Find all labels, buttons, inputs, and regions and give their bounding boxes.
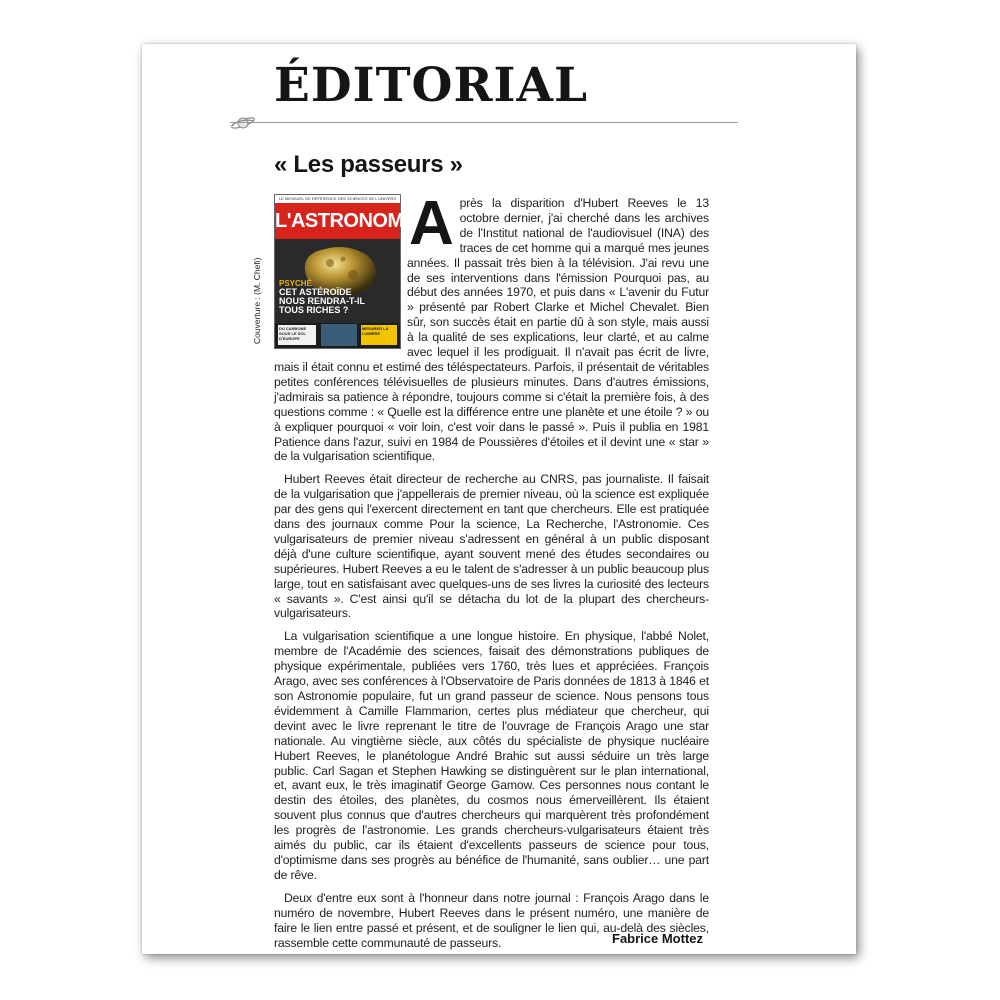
drop-cap: A — [409, 189, 454, 258]
cover-headline: PSYCHÉ CET ASTÉROÏDE NOUS RENDRA-T-IL TOUS RICHES ? — [279, 279, 365, 315]
cover-credit: Couverture : (M. Chefi) — [252, 257, 262, 344]
cover-tagline: LE MENSUEL DE RÉFÉRENCE DES SCIENCES DE L'UNIVERS — [275, 195, 400, 203]
article-paragraph: Après la disparition d'Hubert Reeves le 13 octobre dernier, j'ai cherché dans les archives de l'Institut national de l'audiovisuel (INA) des traces de cet homme qui a marqué mes jeunes années. Il passait très bien à la télévision. J'ai revu une de ses interventions dans l'émission Pourquoi pas, au début des années 1970, et puis dans « L'avenir du Futur » présenté par Robert Clarke et Michel Chevalet. Bien sûr, son succès était en partie dû à son style, mais aussi à la qualité de ses explications, leur clarté, et au calme avec lequel il les prodiguait. Il n'avait pas écrit de livre, mais il était connu et estimé des téléspectateurs. Parfois, il présentait de véritables petites conférences télévisuelles de plusieurs minutes. Dans d'autres émissions, j'admirais sa patience à répondre, toujours comme si c'était la première fois, à des questions comme : « Quelle est la différence entre une planète et une étoile ? » ou à expliquer pourquoi « voir loin, c'est voir dans le passé ». Puis il publia en 1981 Patience dans l'azur, suivi en 1984 de Poussières d'étoiles et il devint une « star » de la vulgarisation scientifique. — [274, 189, 709, 464]
article-title: « Les passeurs » — [274, 151, 463, 178]
cover-box-right: MESURER LA LUMIÈRE — [361, 325, 397, 345]
saturn-icon — [230, 114, 256, 132]
section-masthead: ÉDITORIAL — [274, 58, 589, 113]
magazine-page — [142, 44, 856, 954]
cover-box-left: DU CARBONE SOUS LE SOL D'EUROPE — [278, 325, 316, 345]
article-paragraph: La vulgarisation scientifique a une longue histoire. En physique, l'abbé Nolet, membre de l'Académie des sciences, faisait des démonstrations publiques de physique expérimentale, publiées vers 1760, très lues et appréciées. François Arago, avec ses conférences à l'Observatoire de Paris données de 1813 à 1846 et son Astronomie populaire, fut un grand passeur de science. Nous pensons tous évidemment à Camille Flammarion, certes plus médiateur que chercheur, qui devint avec le livre reprenant le titre de l'ouvrage de François Arago une star nationale. Au vingtième siècle, aux côtés du spécialiste de physique nucléaire Hubert Reeves, le planétologue André Brahic sut aussi séduire un très large public. Carl Sagan et Stephen Hawking se distinguèrent sur le plan international, et, avant eux, le très imaginatif George Gamow. Ces personnes nous contant le destin des étoiles, des planètes, du cosmos nous émerveillèrent. Ils étaient souvent plus connus que d'autres chercheurs qui marquèrent très profondément les progrès de l'astronomie. Les grands chercheurs-vulgarisateurs étaient très aimés du public, car ils étaient d'excellents passeurs de science pour tous, d'optimisme dans ses progrès au bénéfice de l'humanité, sans oublier… une part de rêve. — [274, 629, 709, 882]
article-paragraph: Deux d'entre eux sont à l'honneur dans notre journal : François Arago dans le numéro de novembre, Hubert Reeves dans le présent numéro, une manière de faire le lien entre passé et présent, et de souligner le lien qui, au-delà des siècles, rassemble cette communauté de passeurs. — [274, 890, 709, 950]
article-body — [274, 189, 709, 958]
header-rule — [230, 122, 738, 123]
author-signature: Fabrice Mottez — [612, 931, 704, 946]
article-paragraph: Hubert Reeves était directeur de recherche au CNRS, pas journaliste. Il faisait de la vulgarisation que j'appellerais de premier niveau, où la science est expliquée par des gens qui l'exercent directement en tant que chercheurs. Elle est pratiquée dans des journaux comme Pour la science, La Recherche, l'Astronomie. Ces vulgarisateurs de premier niveau s'adressent en général à un public disposant déjà d'une culture scientifique, ayant souvent mené des études secondaires ou supérieures. Hubert Reeves a eu le talent de s'adresser à un public beaucoup plus large, tout en satisfaisant avec quelques-uns de ses livres la curiosité des lecteurs « savants ». C'est ainsi qu'il se détacha du lot de la plupart des chercheurs-vulgarisateurs. — [274, 472, 709, 621]
cover-logo: L'ASTRONOMIE — [275, 210, 422, 232]
